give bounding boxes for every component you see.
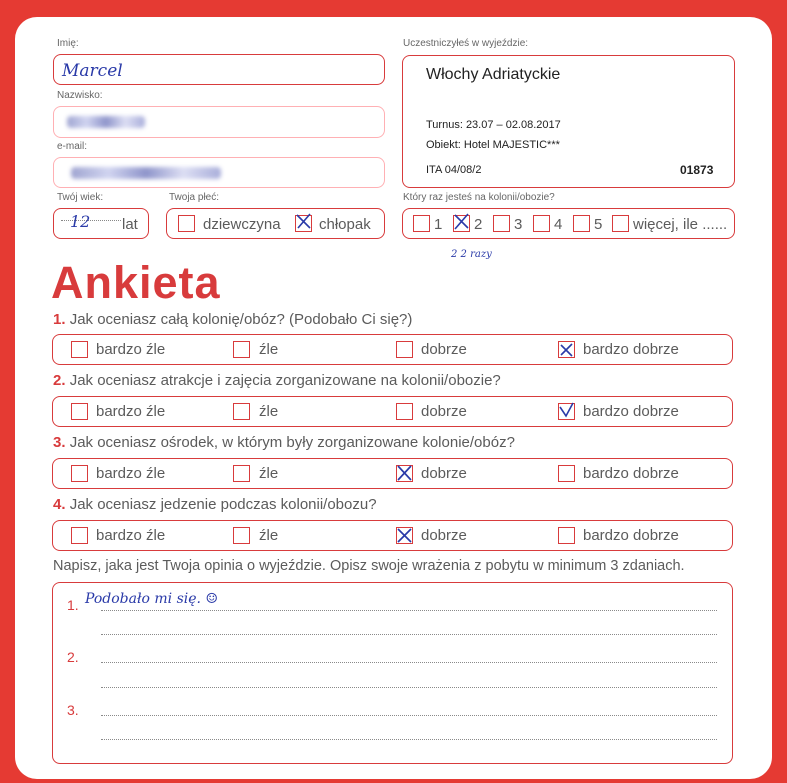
times-1-label: 1 [434, 216, 443, 233]
q4-option-1-label: bardzo źle [96, 527, 166, 544]
trip-number: 01873 [680, 163, 714, 177]
q4-option-3-mark [396, 527, 413, 544]
q3-option-1-label: bardzo źle [96, 465, 166, 482]
opinion-line-1b [101, 634, 717, 635]
q3-option-4-checkbox[interactable] [558, 465, 575, 482]
times-2-mark [453, 213, 470, 230]
q3-option-2-label: źle [259, 465, 279, 482]
q2-option-2-label: źle [259, 403, 279, 420]
times-3-label: 3 [514, 216, 523, 233]
age-value: 12 [70, 212, 91, 231]
survey-sheet [15, 17, 772, 779]
surname-label: Nazwisko: [57, 90, 103, 101]
gender-girl-checkbox[interactable] [178, 215, 195, 232]
opinion-line-3-number: 3. [67, 702, 79, 718]
q2-option-1-checkbox[interactable] [71, 403, 88, 420]
age-unit: lat [122, 216, 138, 233]
times-5-label: 5 [594, 216, 603, 233]
opinion-line-1 [101, 610, 717, 611]
opinion-prompt: Napisz, jaka jest Twoja opinia o wyjeździe. Opisz swoje wrażenia z pobytu w minimum 3 zdaniach. [53, 558, 685, 574]
times-3-checkbox[interactable] [493, 215, 510, 232]
name-label: Imię: [57, 38, 79, 49]
opinion-line-2b [101, 687, 717, 688]
times-more-checkbox[interactable] [612, 215, 629, 232]
gender-girl-label: dziewczyna [203, 216, 281, 233]
q2-option-3-checkbox[interactable] [396, 403, 413, 420]
q3-option-3-label: dobrze [421, 465, 467, 482]
q4-option-4-checkbox[interactable] [558, 527, 575, 544]
redaction-email [71, 167, 221, 179]
trip-code: ITA 04/08/2 [426, 164, 482, 176]
question-2-answers [52, 396, 733, 427]
q1-option-2-label: źle [259, 341, 279, 358]
opinion-line-1-text: Podobało mi się. ☺ [85, 591, 218, 607]
opinion-line-2-number: 2. [67, 649, 79, 665]
page-title: Ankieta [51, 257, 221, 308]
q1-option-4-label: bardzo dobrze [583, 341, 679, 358]
gender-label: Twoja płeć: [169, 192, 220, 203]
q4-option-2-checkbox[interactable] [233, 527, 250, 544]
q3-option-1-checkbox[interactable] [71, 465, 88, 482]
q1-option-3-label: dobrze [421, 341, 467, 358]
times-1-checkbox[interactable] [413, 215, 430, 232]
q1-option-1-label: bardzo źle [96, 341, 166, 358]
trip-object: Obiekt: Hotel MAJESTIC*** [426, 139, 560, 151]
trip-label: Uczestniczyłeś w wyjeździe: [403, 38, 529, 49]
opinion-line-3b [101, 739, 717, 740]
question-2: 2. Jak oceniasz atrakcje i zajęcia zorganizowane na kolonii/obozie? [53, 372, 501, 389]
question-4-answers [52, 520, 733, 551]
q4-option-3-label: dobrze [421, 527, 467, 544]
opinion-line-3 [101, 715, 717, 716]
times-note: 2 2 razy [451, 249, 492, 260]
question-3-answers [52, 458, 733, 489]
times-label: Który raz jesteś na kolonii/obozie? [403, 192, 555, 203]
opinion-line-2 [101, 662, 717, 663]
gender-boy-label: chłopak [319, 216, 371, 233]
redaction-surname [67, 116, 145, 128]
q3-option-2-checkbox[interactable] [233, 465, 250, 482]
q1-option-1-checkbox[interactable] [71, 341, 88, 358]
gender-boy-mark [295, 213, 312, 230]
q2-option-3-label: dobrze [421, 403, 467, 420]
q2-option-4-label: bardzo dobrze [583, 403, 679, 420]
opinion-line-1-number: 1. [67, 597, 79, 613]
q1-option-4-mark [558, 341, 575, 358]
q2-option-1-label: bardzo źle [96, 403, 166, 420]
q1-option-3-checkbox[interactable] [396, 341, 413, 358]
times-2-label: 2 [474, 216, 483, 233]
trip-turnus: Turnus: 23.07 – 02.08.2017 [426, 119, 561, 131]
q2-option-4-mark [558, 401, 575, 418]
age-label: Twój wiek: [57, 192, 104, 203]
times-4-label: 4 [554, 216, 563, 233]
email-label: e-mail: [57, 141, 88, 152]
times-more-label: więcej, ile ...... [633, 216, 728, 233]
question-4: 4. Jak oceniasz jedzenie podczas kolonii/obozu? [53, 496, 377, 513]
q3-option-4-label: bardzo dobrze [583, 465, 679, 482]
question-3: 3. Jak oceniasz ośrodek, w którym były zorganizowane kolonie/obóz? [53, 434, 515, 451]
q4-option-4-label: bardzo dobrze [583, 527, 679, 544]
q4-option-2-label: źle [259, 527, 279, 544]
q3-option-3-mark [396, 464, 413, 481]
trip-destination: Włochy Adriatyckie [426, 66, 561, 83]
question-1-answers [52, 334, 733, 365]
question-1: 1. Jak oceniasz całą kolonię/obóz? (Podobało Ci się?) [53, 311, 413, 328]
times-4-checkbox[interactable] [533, 215, 550, 232]
times-5-checkbox[interactable] [573, 215, 590, 232]
q2-option-2-checkbox[interactable] [233, 403, 250, 420]
q1-option-2-checkbox[interactable] [233, 341, 250, 358]
q4-option-1-checkbox[interactable] [71, 527, 88, 544]
name-value: Marcel [62, 61, 123, 81]
